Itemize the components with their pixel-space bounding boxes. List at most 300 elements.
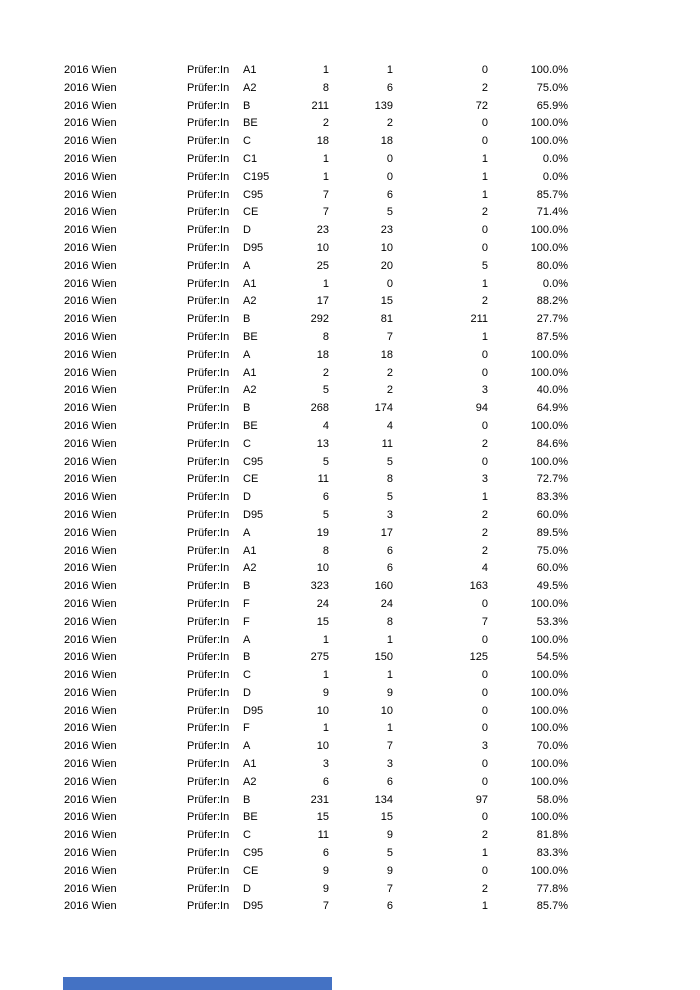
cell-pass-rate: 60.0% xyxy=(536,562,568,575)
cell-passed: 9 xyxy=(386,829,393,842)
cell-passed: 1 xyxy=(386,64,393,76)
table-row xyxy=(64,240,700,258)
cell-examiner: Prüfer:In xyxy=(187,241,230,254)
cell-failed: 2 xyxy=(481,829,488,842)
cell-passed: 10 xyxy=(380,704,393,717)
cell-category: C xyxy=(243,829,251,842)
cell-failed: 3 xyxy=(481,384,488,397)
cell-pass-rate: 100.0% xyxy=(530,241,568,254)
cell-pass-rate: 0.0% xyxy=(542,170,568,183)
cell-pass-rate: 100.0% xyxy=(530,864,568,877)
cell-year-city: 2016 Wien xyxy=(64,900,117,913)
cell-failed: 163 xyxy=(469,580,488,593)
cell-failed: 3 xyxy=(481,473,488,486)
cell-total: 5 xyxy=(322,384,329,397)
cell-total: 7 xyxy=(322,900,329,913)
table-row xyxy=(64,347,700,365)
cell-year-city: 2016 Wien xyxy=(64,437,117,450)
cell-total: 275 xyxy=(310,651,329,664)
cell-category: D95 xyxy=(243,900,264,913)
table-row xyxy=(64,400,700,418)
cell-category: C xyxy=(243,135,251,148)
table-row xyxy=(64,703,700,721)
cell-examiner: Prüfer:In xyxy=(187,562,230,575)
cell-failed: 1 xyxy=(481,900,488,913)
cell-total: 292 xyxy=(310,313,329,326)
cell-total: 10 xyxy=(316,241,329,254)
cell-failed: 72 xyxy=(475,99,488,112)
cell-passed: 5 xyxy=(386,847,393,860)
cell-category: A xyxy=(243,740,251,753)
table-row xyxy=(64,792,700,810)
cell-pass-rate: 100.0% xyxy=(530,64,568,76)
cell-category: D95 xyxy=(243,241,264,254)
cell-year-city: 2016 Wien xyxy=(64,544,117,557)
cell-passed: 5 xyxy=(386,206,393,219)
table-row xyxy=(64,632,700,650)
table-row xyxy=(64,222,700,240)
cell-total: 5 xyxy=(322,508,329,521)
cell-category: C xyxy=(243,669,251,682)
cell-year-city: 2016 Wien xyxy=(64,775,117,788)
cell-total: 7 xyxy=(322,188,329,201)
cell-year-city: 2016 Wien xyxy=(64,793,117,806)
cell-examiner: Prüfer:In xyxy=(187,847,230,860)
cell-examiner: Prüfer:In xyxy=(187,882,230,895)
cell-pass-rate: 64.9% xyxy=(536,402,568,415)
table-row xyxy=(64,614,700,632)
cell-year-city: 2016 Wien xyxy=(64,829,117,842)
cell-pass-rate: 0.0% xyxy=(542,277,568,290)
cell-total: 6 xyxy=(322,491,329,504)
cell-failed: 2 xyxy=(481,437,488,450)
cell-pass-rate: 100.0% xyxy=(530,686,568,699)
cell-pass-rate: 77.8% xyxy=(536,882,568,895)
cell-failed: 0 xyxy=(481,64,488,76)
table-row xyxy=(64,329,700,347)
table-row xyxy=(64,543,700,561)
cell-examiner: Prüfer:In xyxy=(187,419,230,432)
cell-year-city: 2016 Wien xyxy=(64,384,117,397)
cell-year-city: 2016 Wien xyxy=(64,241,117,254)
cell-total: 268 xyxy=(310,402,329,415)
cell-year-city: 2016 Wien xyxy=(64,99,117,112)
cell-total: 1 xyxy=(322,633,329,646)
cell-year-city: 2016 Wien xyxy=(64,313,117,326)
table-row xyxy=(64,80,700,98)
cell-category: C95 xyxy=(243,455,264,468)
cell-total: 2 xyxy=(322,366,329,379)
cell-category: B xyxy=(243,313,251,326)
cell-total: 11 xyxy=(317,473,329,486)
cell-pass-rate: 100.0% xyxy=(530,722,568,735)
cell-failed: 0 xyxy=(481,455,488,468)
cell-total: 1 xyxy=(322,170,329,183)
cell-total: 10 xyxy=(316,704,329,717)
cell-category: D xyxy=(243,491,251,504)
cell-passed: 11 xyxy=(381,437,393,450)
table-row xyxy=(64,418,700,436)
cell-failed: 94 xyxy=(475,402,488,415)
cell-failed: 0 xyxy=(481,722,488,735)
cell-year-city: 2016 Wien xyxy=(64,366,117,379)
cell-failed: 1 xyxy=(481,277,488,290)
cell-passed: 6 xyxy=(386,544,393,557)
cell-category: D95 xyxy=(243,508,264,521)
cell-passed: 10 xyxy=(380,241,393,254)
cell-total: 24 xyxy=(316,597,329,610)
cell-year-city: 2016 Wien xyxy=(64,847,117,860)
cell-year-city: 2016 Wien xyxy=(64,704,117,717)
cell-category: BE xyxy=(243,117,258,130)
cell-pass-rate: 100.0% xyxy=(530,348,568,361)
cell-failed: 2 xyxy=(481,882,488,895)
cell-passed: 17 xyxy=(380,526,393,539)
cell-year-city: 2016 Wien xyxy=(64,135,117,148)
cell-category: B xyxy=(243,651,251,664)
cell-year-city: 2016 Wien xyxy=(64,740,117,753)
cell-category: C95 xyxy=(243,188,264,201)
cell-passed: 6 xyxy=(386,188,393,201)
cell-examiner: Prüfer:In xyxy=(187,580,230,593)
cell-passed: 24 xyxy=(380,597,393,610)
cell-category: A2 xyxy=(243,562,257,575)
cell-category: A xyxy=(243,348,251,361)
table-row xyxy=(64,845,700,863)
cell-passed: 4 xyxy=(386,419,393,432)
data-table xyxy=(0,62,700,916)
cell-total: 7 xyxy=(322,206,329,219)
cell-failed: 0 xyxy=(481,348,488,361)
cell-pass-rate: 100.0% xyxy=(530,669,568,682)
cell-failed: 2 xyxy=(481,206,488,219)
cell-passed: 5 xyxy=(386,455,393,468)
cell-total: 1 xyxy=(322,669,329,682)
cell-pass-rate: 58.0% xyxy=(536,793,568,806)
cell-passed: 0 xyxy=(386,152,393,165)
cell-category: B xyxy=(243,402,251,415)
cell-examiner: Prüfer:In xyxy=(187,775,230,788)
cell-failed: 0 xyxy=(481,775,488,788)
cell-examiner: Prüfer:In xyxy=(187,829,230,842)
table-row xyxy=(64,276,700,294)
cell-pass-rate: 100.0% xyxy=(530,135,568,148)
cell-category: C195 xyxy=(243,170,270,183)
cell-examiner: Prüfer:In xyxy=(187,615,230,628)
cell-category: B xyxy=(243,99,251,112)
cell-total: 15 xyxy=(316,615,329,628)
cell-examiner: Prüfer:In xyxy=(187,135,230,148)
cell-category: D xyxy=(243,224,251,237)
cell-passed: 2 xyxy=(386,384,393,397)
table-row xyxy=(64,774,700,792)
cell-category: CE xyxy=(243,206,259,219)
cell-pass-rate: 54.5% xyxy=(536,651,568,664)
cell-category: A xyxy=(243,259,251,272)
cell-examiner: Prüfer:In xyxy=(187,99,230,112)
cell-category: CE xyxy=(243,473,259,486)
cell-failed: 1 xyxy=(481,491,488,504)
table-row xyxy=(64,187,700,205)
cell-category: BE xyxy=(243,811,258,824)
cell-failed: 7 xyxy=(481,615,488,628)
cell-pass-rate: 60.0% xyxy=(536,508,568,521)
cell-passed: 3 xyxy=(386,508,393,521)
cell-pass-rate: 81.8% xyxy=(536,829,568,842)
table-row xyxy=(64,809,700,827)
cell-examiner: Prüfer:In xyxy=(187,704,230,717)
cell-year-city: 2016 Wien xyxy=(64,295,117,308)
cell-category: A1 xyxy=(243,277,257,290)
cell-failed: 0 xyxy=(481,669,488,682)
cell-passed: 81 xyxy=(380,313,393,326)
cell-category: F xyxy=(243,597,250,610)
cell-total: 6 xyxy=(322,775,329,788)
cell-passed: 15 xyxy=(380,295,393,308)
table-row xyxy=(64,738,700,756)
cell-failed: 5 xyxy=(481,259,488,272)
table-row xyxy=(64,720,700,738)
cell-pass-rate: 27.7% xyxy=(536,313,568,326)
cell-failed: 2 xyxy=(481,295,488,308)
cell-examiner: Prüfer:In xyxy=(187,740,230,753)
cell-failed: 0 xyxy=(481,686,488,699)
cell-failed: 2 xyxy=(481,544,488,557)
cell-year-city: 2016 Wien xyxy=(64,758,117,771)
cell-examiner: Prüfer:In xyxy=(187,900,230,913)
cell-category: D95 xyxy=(243,704,264,717)
cell-failed: 0 xyxy=(481,597,488,610)
cell-failed: 1 xyxy=(481,847,488,860)
table-row xyxy=(64,382,700,400)
cell-year-city: 2016 Wien xyxy=(64,651,117,664)
table-row xyxy=(64,685,700,703)
cell-passed: 1 xyxy=(386,722,393,735)
cell-total: 15 xyxy=(316,811,329,824)
cell-total: 8 xyxy=(322,544,329,557)
cell-total: 1 xyxy=(322,277,329,290)
cell-failed: 0 xyxy=(481,811,488,824)
cell-year-city: 2016 Wien xyxy=(64,491,117,504)
table-row xyxy=(64,881,700,899)
table-row xyxy=(64,827,700,845)
cell-passed: 134 xyxy=(374,793,393,806)
cell-total: 18 xyxy=(316,348,329,361)
cell-year-city: 2016 Wien xyxy=(64,562,117,575)
cell-passed: 6 xyxy=(386,775,393,788)
cell-year-city: 2016 Wien xyxy=(64,580,117,593)
cell-examiner: Prüfer:In xyxy=(187,206,230,219)
cell-examiner: Prüfer:In xyxy=(187,722,230,735)
cell-year-city: 2016 Wien xyxy=(64,615,117,628)
cell-failed: 4 xyxy=(481,562,488,575)
cell-failed: 0 xyxy=(481,366,488,379)
table-row xyxy=(64,489,700,507)
cell-passed: 23 xyxy=(380,224,393,237)
cell-passed: 174 xyxy=(374,402,393,415)
cell-year-city: 2016 Wien xyxy=(64,117,117,130)
cell-total: 10 xyxy=(316,562,329,575)
cell-total: 23 xyxy=(316,224,329,237)
cell-passed: 2 xyxy=(386,117,393,130)
cell-year-city: 2016 Wien xyxy=(64,64,117,76)
cell-year-city: 2016 Wien xyxy=(64,455,117,468)
cell-year-city: 2016 Wien xyxy=(64,170,117,183)
cell-year-city: 2016 Wien xyxy=(64,882,117,895)
cell-failed: 2 xyxy=(481,508,488,521)
cell-passed: 0 xyxy=(386,277,393,290)
cell-examiner: Prüfer:In xyxy=(187,188,230,201)
cell-passed: 8 xyxy=(386,615,393,628)
cell-passed: 18 xyxy=(380,348,393,361)
cell-examiner: Prüfer:In xyxy=(187,651,230,664)
table-row xyxy=(64,471,700,489)
cell-pass-rate: 72.7% xyxy=(536,473,568,486)
cell-category: A1 xyxy=(243,366,257,379)
cell-pass-rate: 85.7% xyxy=(536,188,568,201)
cell-passed: 6 xyxy=(386,562,393,575)
cell-pass-rate: 53.3% xyxy=(536,615,568,628)
cell-year-city: 2016 Wien xyxy=(64,402,117,415)
cell-pass-rate: 100.0% xyxy=(530,366,568,379)
cell-failed: 2 xyxy=(481,526,488,539)
cell-total: 6 xyxy=(322,847,329,860)
cell-examiner: Prüfer:In xyxy=(187,64,230,76)
cell-passed: 2 xyxy=(386,366,393,379)
cell-year-city: 2016 Wien xyxy=(64,633,117,646)
cell-year-city: 2016 Wien xyxy=(64,259,117,272)
cell-total: 10 xyxy=(316,740,329,753)
cell-pass-rate: 65.9% xyxy=(536,99,568,112)
table-row xyxy=(64,151,700,169)
table-row xyxy=(64,454,700,472)
cell-passed: 9 xyxy=(386,686,393,699)
cell-year-city: 2016 Wien xyxy=(64,722,117,735)
cell-examiner: Prüfer:In xyxy=(187,864,230,877)
cell-passed: 20 xyxy=(380,259,393,272)
cell-pass-rate: 100.0% xyxy=(530,597,568,610)
cell-year-city: 2016 Wien xyxy=(64,669,117,682)
cell-year-city: 2016 Wien xyxy=(64,811,117,824)
cell-pass-rate: 83.3% xyxy=(536,847,568,860)
cell-pass-rate: 0.0% xyxy=(542,152,568,165)
cell-year-city: 2016 Wien xyxy=(64,188,117,201)
cell-failed: 125 xyxy=(469,651,488,664)
cell-pass-rate: 87.5% xyxy=(536,330,568,343)
table-row xyxy=(64,649,700,667)
table-row xyxy=(64,560,700,578)
cell-category: F xyxy=(243,722,250,735)
cell-examiner: Prüfer:In xyxy=(187,152,230,165)
cell-failed: 1 xyxy=(481,152,488,165)
table-row xyxy=(64,258,700,276)
cell-passed: 3 xyxy=(386,758,393,771)
cell-year-city: 2016 Wien xyxy=(64,419,117,432)
cell-examiner: Prüfer:In xyxy=(187,170,230,183)
cell-total: 8 xyxy=(322,81,329,94)
cell-passed: 1 xyxy=(386,633,393,646)
cell-passed: 0 xyxy=(386,170,393,183)
cell-failed: 0 xyxy=(481,135,488,148)
cell-pass-rate: 83.3% xyxy=(536,491,568,504)
cell-total: 211 xyxy=(311,99,329,112)
table-row xyxy=(64,365,700,383)
cell-failed: 0 xyxy=(481,419,488,432)
cell-pass-rate: 85.7% xyxy=(536,900,568,913)
cell-total: 1 xyxy=(322,152,329,165)
cell-failed: 3 xyxy=(481,740,488,753)
cell-pass-rate: 84.6% xyxy=(536,437,568,450)
cell-failed: 0 xyxy=(481,758,488,771)
cell-examiner: Prüfer:In xyxy=(187,597,230,610)
cell-examiner: Prüfer:In xyxy=(187,633,230,646)
cell-category: CE xyxy=(243,864,259,877)
cell-total: 4 xyxy=(322,419,329,432)
cell-category: A1 xyxy=(243,544,257,557)
cell-total: 17 xyxy=(316,295,329,308)
cell-year-city: 2016 Wien xyxy=(64,330,117,343)
cell-pass-rate: 88.2% xyxy=(536,295,568,308)
cell-total: 25 xyxy=(316,259,329,272)
cell-total: 2 xyxy=(322,117,329,130)
cell-category: BE xyxy=(243,330,258,343)
cell-examiner: Prüfer:In xyxy=(187,366,230,379)
table-row xyxy=(64,204,700,222)
cell-category: D xyxy=(243,882,251,895)
cell-examiner: Prüfer:In xyxy=(187,526,230,539)
cell-passed: 150 xyxy=(374,651,393,664)
cell-pass-rate: 100.0% xyxy=(530,117,568,130)
table-row xyxy=(64,578,700,596)
cell-examiner: Prüfer:In xyxy=(187,669,230,682)
table-row xyxy=(64,62,700,80)
table-row xyxy=(64,898,700,916)
cell-pass-rate: 100.0% xyxy=(530,633,568,646)
cell-examiner: Prüfer:In xyxy=(187,473,230,486)
cell-examiner: Prüfer:In xyxy=(187,544,230,557)
cell-passed: 5 xyxy=(386,491,393,504)
cell-passed: 1 xyxy=(386,669,393,682)
cell-pass-rate: 75.0% xyxy=(536,81,568,94)
cell-passed: 139 xyxy=(374,99,393,112)
cell-examiner: Prüfer:In xyxy=(187,384,230,397)
cell-passed: 7 xyxy=(386,330,393,343)
cell-year-city: 2016 Wien xyxy=(64,473,117,486)
cell-category: D xyxy=(243,686,251,699)
cell-examiner: Prüfer:In xyxy=(187,330,230,343)
cell-examiner: Prüfer:In xyxy=(187,277,230,290)
table-row xyxy=(64,133,700,151)
cell-pass-rate: 100.0% xyxy=(530,811,568,824)
table-row xyxy=(64,98,700,116)
cell-category: B xyxy=(243,793,251,806)
cell-pass-rate: 89.5% xyxy=(536,526,568,539)
table-row xyxy=(64,293,700,311)
cell-examiner: Prüfer:In xyxy=(187,811,230,824)
cell-failed: 0 xyxy=(481,633,488,646)
table-row xyxy=(64,525,700,543)
cell-year-city: 2016 Wien xyxy=(64,152,117,165)
cell-category: C95 xyxy=(243,847,264,860)
cell-pass-rate: 100.0% xyxy=(530,775,568,788)
cell-year-city: 2016 Wien xyxy=(64,277,117,290)
cell-examiner: Prüfer:In xyxy=(187,491,230,504)
cell-examiner: Prüfer:In xyxy=(187,437,230,450)
cell-year-city: 2016 Wien xyxy=(64,224,117,237)
cell-failed: 2 xyxy=(481,81,488,94)
cell-total: 9 xyxy=(322,882,329,895)
cell-failed: 0 xyxy=(481,864,488,877)
